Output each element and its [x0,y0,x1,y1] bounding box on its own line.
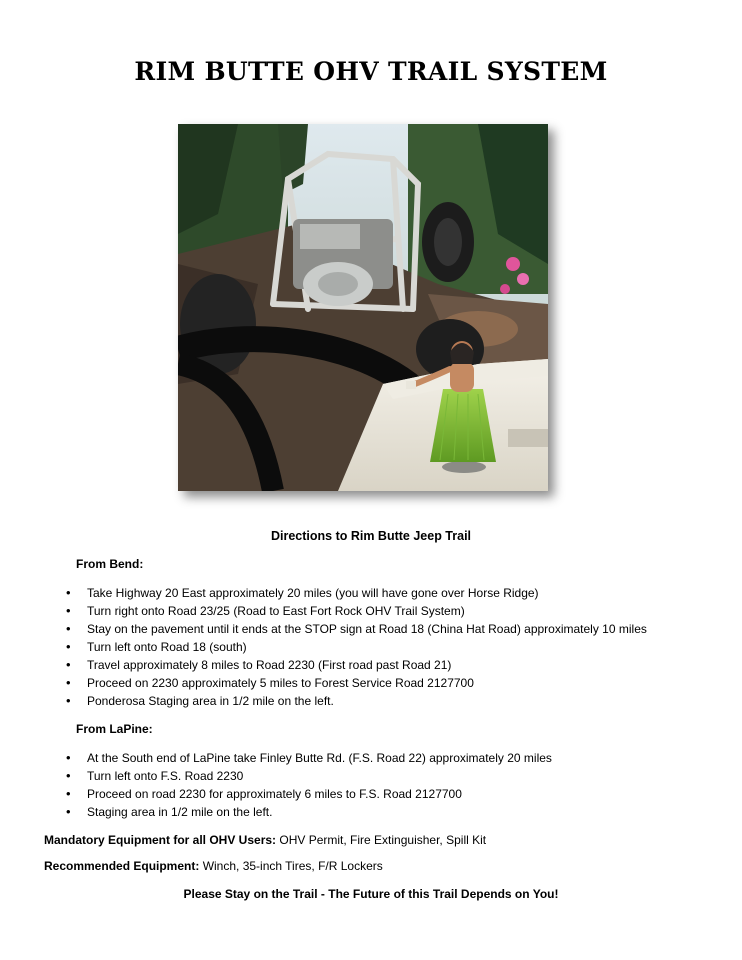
list-item: • Turn right onto Road 23/25 (Road to East Fort Rock OHV Trail System) [66,602,647,620]
mandatory-equipment [44,833,486,847]
recommended-equipment-label: Recommended Equipment: [44,859,200,873]
footer-message: Please Stay on the Trail - The Future of this Trail Depends on You! [183,887,559,901]
list-item: • Take Highway 20 East approximately 20 miles (you will have gone over Horse Ridge) [66,584,647,602]
list-item: • Proceed on road 2230 for approximately 6 miles to F.S. Road 2127700 [66,785,552,803]
trail-photo [178,124,548,491]
list-item: • Turn left onto F.S. Road 2230 [66,767,552,785]
list-item: • Travel approximately 8 miles to Road 2230 (First road past Road 21) [66,656,647,674]
list-item: • Stay on the pavement until it ends at the STOP sign at Road 18 (China Hat Road) approximately 10 miles [66,620,647,638]
list-item: • Staging area in 1/2 mile on the left. [66,803,552,821]
trail-photo-illustration [178,124,548,491]
list-item: • Ponderosa Staging area in 1/2 mile on the left. [66,692,647,710]
list-item: • Proceed on 2230 approximately 5 miles to Forest Service Road 2127700 [66,674,647,692]
from-bend-steps [66,584,647,710]
from-lapine-heading: From LaPine: [76,722,153,736]
recommended-equipment-value: Winch, 35-inch Tires, F/R Lockers [199,859,383,873]
mandatory-equipment-value: OHV Permit, Fire Extinguisher, Spill Kit [276,833,487,847]
list-item: • At the South end of LaPine take Finley Butte Rd. (F.S. Road 22) approximately 20 miles [66,749,552,767]
from-lapine-steps [66,749,552,821]
from-bend-heading: From Bend: [76,557,144,571]
recommended-equipment [44,859,383,873]
page-title: RIM BUTTE OHV TRAIL SYSTEM [134,57,608,86]
directions-heading: Directions to Rim Butte Jeep Trail [270,529,472,543]
mandatory-equipment-label: Mandatory Equipment for all OHV Users: [44,833,277,847]
list-item: • Turn left onto Road 18 (south) [66,638,647,656]
